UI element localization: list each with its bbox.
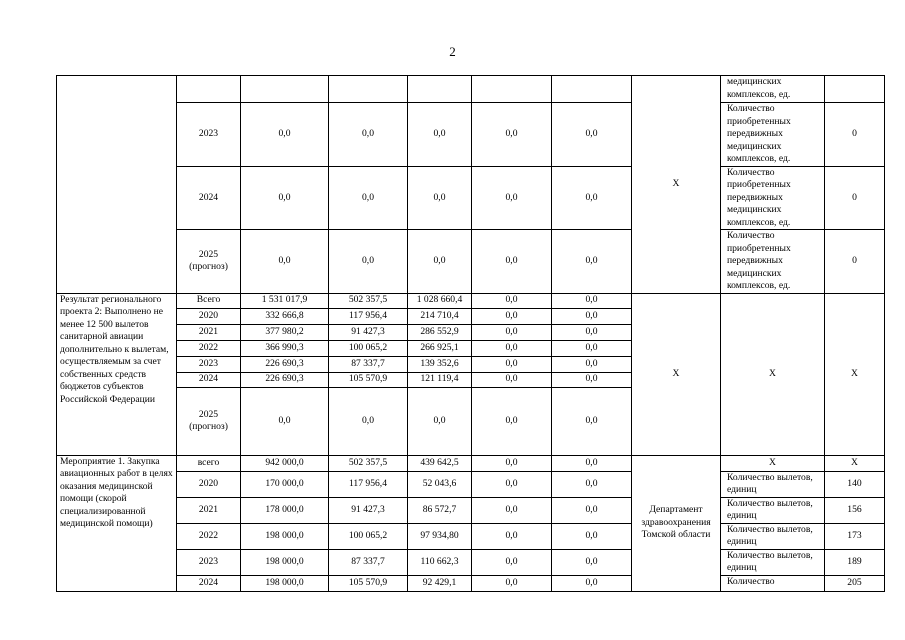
- table-row: [57, 293, 885, 308]
- value-cell: 91 427,3: [329, 497, 408, 523]
- indicator-value-cell: 205: [825, 575, 885, 591]
- indicator-value-cell: X: [825, 455, 885, 471]
- indicator-value-cell: 0: [825, 230, 885, 294]
- value-cell: 0,0: [552, 575, 632, 591]
- value-cell: 100 065,2: [329, 523, 408, 549]
- value-cell: 0,0: [241, 387, 329, 455]
- value-cell: 439 642,5: [408, 455, 472, 471]
- value-cell: 0,0: [472, 324, 552, 340]
- activity-name-cell: Мероприятие 1. Закупка авиационных работ в целях оказания медицинской помощи (скорой специализированной медицинской помощи): [57, 455, 177, 591]
- value-cell: 0,0: [552, 230, 632, 294]
- value-cell: 117 956,4: [329, 308, 408, 324]
- indicator-value-cell: 140: [825, 471, 885, 497]
- year-cell: 2023: [177, 549, 241, 575]
- value-cell: 0,0: [552, 308, 632, 324]
- value-cell: 0,0: [329, 387, 408, 455]
- value-cell: 0,0: [552, 324, 632, 340]
- indicator-cell: Количество приобретенных передвижных медицинских комплексов, ед.: [721, 103, 825, 167]
- value-cell: 0,0: [329, 103, 408, 167]
- value-cell: 942 000,0: [241, 455, 329, 471]
- value-cell: 0,0: [472, 308, 552, 324]
- year-cell: 2021: [177, 324, 241, 340]
- indicator-value-cell: 173: [825, 523, 885, 549]
- value-cell: [329, 76, 408, 103]
- indicator-cell: X: [721, 293, 825, 455]
- indicator-cell: Количество приобретенных передвижных медицинских комплексов, ед.: [721, 230, 825, 294]
- year-cell: 2024: [177, 166, 241, 230]
- value-cell: 86 572,7: [408, 497, 472, 523]
- value-cell: 1 531 017,9: [241, 293, 329, 308]
- result-name-cell: Результат регионального проекта 2: Выполнено не менее 12 500 вылетов санитарной авиации дополнительно к вылетам, осуществляемым за счет собственных средств бюджетов субъектов Российской Федерации: [57, 293, 177, 455]
- value-cell: 214 710,4: [408, 308, 472, 324]
- table-row: [57, 549, 885, 575]
- value-cell: 226 690,3: [241, 372, 329, 387]
- value-cell: 0,0: [408, 166, 472, 230]
- value-cell: [472, 76, 552, 103]
- value-cell: 170 000,0: [241, 471, 329, 497]
- value-cell: 117 956,4: [329, 471, 408, 497]
- value-cell: 97 934,80: [408, 523, 472, 549]
- value-cell: 0,0: [241, 230, 329, 294]
- value-cell: 0,0: [472, 387, 552, 455]
- value-cell: 105 570,9: [329, 372, 408, 387]
- value-cell: [241, 76, 329, 103]
- indicator-value-cell: [825, 76, 885, 103]
- value-cell: 100 065,2: [329, 340, 408, 356]
- table-row: [57, 103, 885, 167]
- department-cell: X: [632, 293, 721, 455]
- year-cell: 2021: [177, 497, 241, 523]
- value-cell: 0,0: [472, 471, 552, 497]
- value-cell: 0,0: [408, 230, 472, 294]
- indicator-cell: медицинских комплексов, ед.: [721, 76, 825, 103]
- value-cell: 198 000,0: [241, 575, 329, 591]
- value-cell: 121 119,4: [408, 372, 472, 387]
- name-cell: [57, 76, 177, 294]
- value-cell: 0,0: [329, 166, 408, 230]
- value-cell: 0,0: [472, 230, 552, 294]
- value-cell: 502 357,5: [329, 293, 408, 308]
- value-cell: 0,0: [408, 387, 472, 455]
- indicator-cell: Количество: [721, 575, 825, 591]
- indicator-value-cell: X: [825, 293, 885, 455]
- table-row: [57, 230, 885, 294]
- value-cell: 0,0: [552, 387, 632, 455]
- department-cell: [632, 76, 721, 294]
- value-cell: 0,0: [552, 166, 632, 230]
- value-cell: 92 429,1: [408, 575, 472, 591]
- year-cell: 2023: [177, 356, 241, 372]
- year-cell: всего: [177, 455, 241, 471]
- value-cell: 198 000,0: [241, 523, 329, 549]
- table-row: [57, 471, 885, 497]
- value-cell: 0,0: [329, 230, 408, 294]
- value-cell: 110 662,3: [408, 549, 472, 575]
- value-cell: 0,0: [552, 549, 632, 575]
- value-cell: 0,0: [552, 471, 632, 497]
- value-cell: 0,0: [472, 575, 552, 591]
- value-cell: 0,0: [472, 356, 552, 372]
- value-cell: 0,0: [472, 497, 552, 523]
- year-cell: 2022: [177, 340, 241, 356]
- year-cell: 2025 (прогноз): [177, 230, 241, 294]
- value-cell: 198 000,0: [241, 549, 329, 575]
- value-cell: 0,0: [241, 103, 329, 167]
- value-cell: 139 352,6: [408, 356, 472, 372]
- year-cell: [177, 76, 241, 103]
- value-cell: 52 043,6: [408, 471, 472, 497]
- value-cell: 0,0: [241, 166, 329, 230]
- value-cell: 178 000,0: [241, 497, 329, 523]
- year-cell: 2022: [177, 523, 241, 549]
- year-cell: 2020: [177, 471, 241, 497]
- value-cell: 0,0: [472, 455, 552, 471]
- value-cell: [552, 76, 632, 103]
- value-cell: 0,0: [552, 103, 632, 167]
- table-row: [57, 166, 885, 230]
- year-cell: 2025 (прогноз): [177, 387, 241, 455]
- indicator-cell: Количество вылетов, единиц: [721, 523, 825, 549]
- indicator-value-cell: 0: [825, 166, 885, 230]
- value-cell: 0,0: [552, 497, 632, 523]
- indicator-cell: Количество вылетов, единиц: [721, 471, 825, 497]
- value-cell: 87 337,7: [329, 549, 408, 575]
- value-cell: 0,0: [408, 103, 472, 167]
- value-cell: 91 427,3: [329, 324, 408, 340]
- value-cell: 0,0: [472, 166, 552, 230]
- indicator-cell: Количество вылетов, единиц: [721, 549, 825, 575]
- department-cell: Департамент здравоохранения Томской области: [632, 455, 721, 591]
- table-row: [57, 76, 885, 103]
- value-cell: [408, 76, 472, 103]
- value-cell: 0,0: [552, 293, 632, 308]
- value-cell: 0,0: [552, 356, 632, 372]
- indicator-value-cell: 189: [825, 549, 885, 575]
- value-cell: 366 990,3: [241, 340, 329, 356]
- indicator-value-cell: 0: [825, 103, 885, 167]
- value-cell: 0,0: [552, 523, 632, 549]
- indicator-cell: X: [721, 455, 825, 471]
- value-cell: 87 337,7: [329, 356, 408, 372]
- table-row: [57, 497, 885, 523]
- value-cell: 1 028 660,4: [408, 293, 472, 308]
- year-cell: Всего: [177, 293, 241, 308]
- x-mark: X: [672, 178, 680, 189]
- page-number: 2: [449, 44, 456, 59]
- budget-table: [56, 75, 885, 592]
- value-cell: 0,0: [472, 293, 552, 308]
- indicator-cell: Количество приобретенных передвижных медицинских комплексов, ед.: [721, 166, 825, 230]
- value-cell: 105 570,9: [329, 575, 408, 591]
- table-row: [57, 455, 885, 471]
- value-cell: 0,0: [552, 372, 632, 387]
- table-row: [57, 523, 885, 549]
- value-cell: 0,0: [472, 523, 552, 549]
- value-cell: 332 666,8: [241, 308, 329, 324]
- year-cell: 2024: [177, 372, 241, 387]
- value-cell: 266 925,1: [408, 340, 472, 356]
- year-cell: 2023: [177, 103, 241, 167]
- value-cell: 286 552,9: [408, 324, 472, 340]
- value-cell: 226 690,3: [241, 356, 329, 372]
- value-cell: 0,0: [472, 549, 552, 575]
- value-cell: 0,0: [472, 372, 552, 387]
- indicator-value-cell: 156: [825, 497, 885, 523]
- value-cell: 377 980,2: [241, 324, 329, 340]
- year-cell: 2024: [177, 575, 241, 591]
- value-cell: 0,0: [472, 103, 552, 167]
- value-cell: 0,0: [552, 340, 632, 356]
- year-cell: 2020: [177, 308, 241, 324]
- indicator-cell: Количество вылетов, единиц: [721, 497, 825, 523]
- table-row: [57, 575, 885, 591]
- value-cell: 0,0: [472, 340, 552, 356]
- value-cell: 502 357,5: [329, 455, 408, 471]
- value-cell: 0,0: [552, 455, 632, 471]
